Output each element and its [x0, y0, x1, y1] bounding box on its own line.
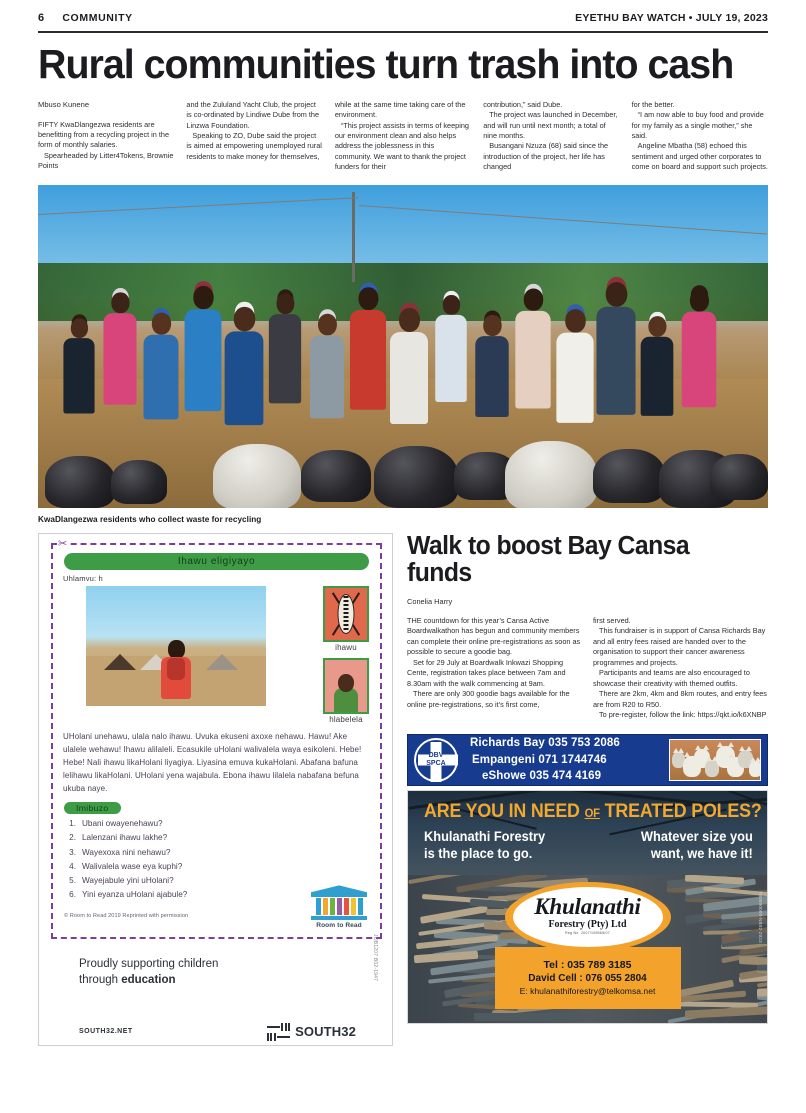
story1-paragraph: Spearheaded by Litter4Tokens, Brownie Points	[38, 150, 174, 171]
scene-backpack	[167, 658, 185, 680]
khulanathi-right-copy: Whatever size you want, we have it!	[641, 828, 753, 861]
scene-hut	[206, 654, 238, 670]
room-to-read-name: Room to Read	[316, 922, 362, 930]
worksheet-question-item	[67, 846, 373, 860]
spca-logo-text: DBV SPCA	[426, 752, 446, 767]
khulanathi-contact-panel	[495, 947, 681, 1009]
worksheet-ad-column	[38, 533, 393, 1046]
story1-photo-wrap	[38, 185, 768, 524]
story1-photo	[38, 185, 768, 508]
spca-ad[interactable]	[407, 734, 768, 786]
refuse-bag	[710, 454, 768, 500]
khulanathi-reg-no: Reg No. 2007/108565/07	[565, 930, 610, 935]
story2-columns	[407, 616, 768, 721]
question-text: Ubani owayenehawu?	[82, 819, 163, 829]
books-icon	[308, 898, 370, 915]
khulanathi-brand-sub: Forestry (Pty) Ltd	[548, 918, 627, 930]
story1-column-4	[483, 100, 619, 173]
story1-paragraph: while at the same time taking care of the environment.	[334, 99, 466, 120]
section-label: COMMUNITY	[62, 12, 133, 24]
south32-logo	[267, 1023, 356, 1041]
story1-column-2	[186, 100, 322, 173]
singing-person-icon	[323, 658, 369, 714]
photo-refuse-bags	[38, 360, 768, 509]
masthead-rule	[38, 31, 768, 33]
khulanathi-headline: ARE YOU IN NEED OF TREATED POLES?	[424, 800, 762, 822]
south32-footer	[79, 1023, 356, 1041]
spca-kittens-photo	[669, 739, 761, 781]
worksheet-cutout-card	[51, 538, 382, 939]
story1-paragraph: Busangani Nzuza (68) said since the introduction of the project, her life has changed	[483, 141, 609, 171]
worksheet-subtitle: Uhlamvu: h	[63, 574, 103, 584]
story2-paragraph: first served.	[593, 615, 631, 625]
question-text: Wayejabule yini uHolani?	[82, 876, 174, 886]
worksheet-thumb-label: ihawu	[335, 643, 357, 653]
story1-paragraph: Angeline Mbatha (58) echoed this sentiment and urged other corporates to come on board and support such projects.	[631, 141, 768, 171]
story2-paragraph: This fundraiser is in support of Cansa Richards Bay and all entry fees raised are handed over to the organisation to support their cancer awareness programmes and projects.	[593, 626, 766, 667]
south32-url[interactable]: SOUTH32.NET	[79, 1028, 133, 1036]
spca-line-2: Empangeni 071 1744746	[472, 753, 607, 766]
worksheet-thumbnails	[323, 586, 369, 724]
khulanathi-brand	[513, 895, 663, 935]
shield-icon	[323, 586, 369, 642]
south32-job-code: JOB1207 B02-1947	[372, 934, 378, 982]
scene-hut	[104, 654, 136, 670]
south32-tagline	[79, 957, 384, 989]
khulanathi-forestry-ad[interactable]	[407, 790, 768, 1024]
tagline-line-2: through education	[79, 974, 176, 987]
logo-base	[311, 916, 367, 920]
refuse-bag	[301, 450, 371, 502]
refuse-bag	[593, 449, 665, 503]
story1-column-3	[335, 100, 471, 173]
story2-and-ads-column	[407, 533, 768, 1046]
south32-worksheet-ad	[38, 533, 393, 1046]
story1-paragraph: FIFTY KwaDlangezwa residents are benefitting from a recycling project in the form of monthly salaries.	[38, 119, 170, 150]
story1-paragraph: and the Zululand Yacht Club, the project is co-ordinated by Lindiwe Dube from the Linzwa Foundation.	[186, 99, 320, 130]
story1-column-5	[632, 100, 768, 173]
question-number: 6.	[69, 890, 76, 900]
question-number: 4.	[69, 861, 76, 871]
story1-byline: Mbuso Kunene	[38, 99, 90, 109]
story2-paragraph: THE countdown for this year’s Cansa Active Boardwalkathon has begun and community members can complete their online pre-registrations as soon as possible to secure a goodie bag.	[407, 615, 581, 657]
story1-paragraph: contribution,” said Dube.	[483, 99, 563, 109]
story1-columns	[38, 100, 768, 173]
khulanathi-tel: Tel : 035 789 3185	[543, 959, 632, 972]
worksheet-credit: © Room to Read 2019 Reprinted with permission	[64, 912, 189, 919]
question-text: Yini eyanza uHolani ajabule?	[82, 890, 188, 900]
story1-paragraph: “This project assists in terms of keeping our environment clean and also helps address the joblessness in this community. We want to thank the project funders for their	[334, 120, 469, 171]
worksheet-question-item	[67, 817, 373, 831]
worksheet-question-item	[67, 831, 373, 845]
worksheet-questions-pill: Imibuzo	[64, 802, 121, 814]
refuse-bag	[374, 446, 458, 508]
timber-log	[408, 875, 468, 884]
story1-paragraph: for the better.	[631, 99, 675, 109]
spca-logo	[414, 738, 458, 782]
scene-boy	[161, 640, 191, 699]
story2-byline: Conelia Harry	[407, 596, 453, 606]
masthead-left	[38, 12, 133, 24]
question-number: 2.	[69, 833, 76, 843]
story1-paragraph: The project was launched in December, and will run until next month; a total of nine months.	[483, 110, 618, 140]
worksheet-passage: UHolani unehawu, ulala nalo ihawu. Uvuka ekuseni axoxe nehawu. Hawu! Ake ulalele wehawu! Ihawu alilaleli. Ecasukile uHolani walivalela waya esikoleni. Hebe! Hebe! Nali ihawu likaHolani liyagiya. Liyasina emuva kukaHolani. Abafana bafuna lelihawu likaHolani. UHolani yena wajabula. Ebona ihawu lilalela nabafana befuna ukuba naye.	[63, 732, 362, 794]
timber-log	[757, 963, 767, 971]
refuse-bag	[213, 444, 301, 508]
south32-brand: SOUTH32	[295, 1024, 356, 1040]
roof-icon	[311, 885, 367, 897]
story2-paragraph: Set for 29 July at Boardwalk Inkwazi Shopping Cente, registration takes place between 7am and 8.30am with the walk commencing at 9am.	[407, 657, 566, 688]
story1-column-1	[38, 100, 174, 173]
spca-line-1: Richards Bay 035 753 2086	[470, 737, 620, 750]
worksheet-question-item	[67, 860, 373, 874]
story2-paragraph: There are only 300 goodie bags available for the online pre-registrations, so it’s first come,	[407, 689, 570, 709]
worksheet-thumb-shield	[323, 586, 369, 652]
worksheet-title-pill: Ihawu eligiyayo	[64, 553, 369, 570]
timber-log	[757, 987, 767, 996]
lower-section	[38, 533, 768, 1046]
khulanathi-job-code: TB0000000-NB02-2023	[758, 890, 763, 943]
question-number: 1.	[69, 819, 76, 829]
question-number: 5.	[69, 876, 76, 886]
spca-contact-lines	[466, 735, 661, 784]
khulanathi-email[interactable]: E: khulanathiforestry@telkomsa.net	[519, 986, 656, 997]
worksheet-thumb-singing	[323, 658, 369, 724]
story2-paragraph: Participants and teams are also encouraged to showcase their creativity with themed outfits.	[593, 668, 750, 688]
page-title: Rural communities turn trash into cash	[38, 41, 734, 87]
question-text: Wayexoxa nini nehawu?	[82, 847, 171, 857]
south32-mark-icon	[267, 1023, 291, 1041]
tagline-line-1: Proudly supporting children	[79, 958, 219, 971]
refuse-bag	[505, 441, 597, 508]
page-number: 6	[38, 12, 45, 24]
spca-line-3: eShowe 035 474 4169	[482, 769, 602, 782]
story1-paragraph: “I am now able to buy food and provide for my family as a single mother,” she said.	[631, 110, 764, 140]
khulanathi-left-copy: Khulanathi Forestry is the place to go.	[424, 828, 546, 861]
question-number: 3.	[69, 847, 76, 857]
publication-label: EYETHU BAY WATCH • JULY 19, 2023	[575, 12, 768, 24]
refuse-bag	[45, 456, 115, 508]
story1-paragraph: Speaking to ZO, Dube said the project is aimed at empowering unemployed rural residents to make money for themselves,	[186, 130, 322, 161]
khulanathi-cell: David Cell : 076 055 2804	[528, 973, 647, 985]
story2-paragraph[interactable]: To pre-register, follow the link: https://qkt.io/k6XNBP	[599, 710, 767, 720]
story2-title: Walk to boost Bay Cansa funds	[407, 532, 690, 587]
story2-column-1	[407, 616, 581, 721]
story2-paragraph: There are 2km, 4km and 8km routes, and entry fees are from R20 to R50.	[593, 689, 767, 709]
khulanathi-brand-name: Khulanathi	[534, 893, 641, 919]
refuse-bag	[111, 460, 167, 504]
kitten	[749, 761, 761, 777]
worksheet-illustrations	[60, 586, 373, 724]
timber-log	[474, 1013, 578, 1021]
question-text: Lalenzani ihawu lakhe?	[82, 833, 168, 843]
worksheet-scene-image	[86, 586, 266, 706]
masthead	[38, 0, 768, 24]
story2-column-2	[593, 616, 767, 721]
worksheet-thumb-label: hlabelela	[329, 715, 363, 725]
scissors-icon: ✂	[58, 538, 68, 551]
photo-caption: KwaDlangezwa residents who collect waste for recycling	[38, 515, 262, 525]
question-text: Walivalela wase eya kuphi?	[82, 861, 183, 871]
timber-log	[414, 951, 478, 963]
room-to-read-logo	[308, 885, 370, 929]
